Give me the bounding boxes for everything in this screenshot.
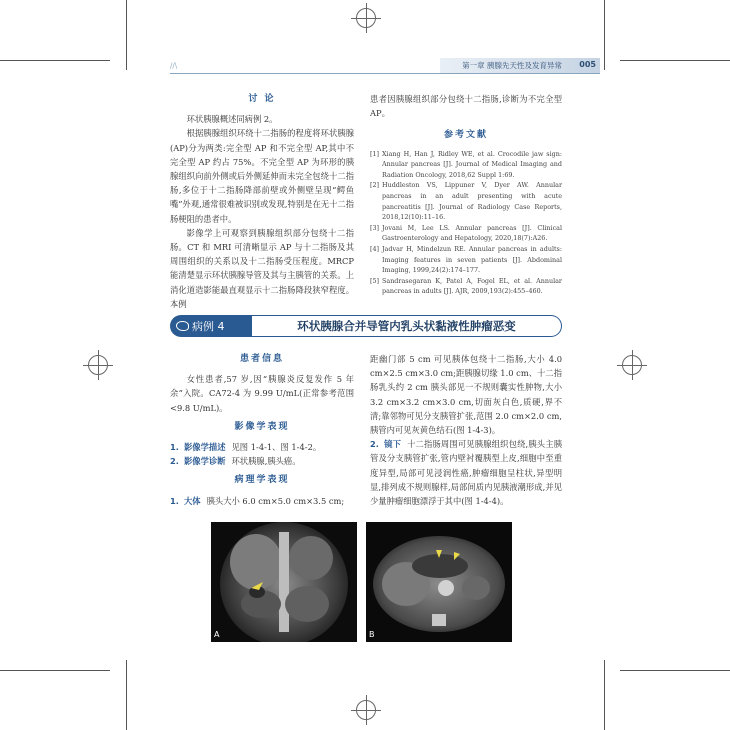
imaging-item: 1. 影像学描述 见图 1-4-1、图 1-4-2。 bbox=[170, 442, 322, 453]
patient-info: 女性患者,57 岁,因“胰腺炎反复发作 5 年余”入院。CA72-4 为 9.99 U/mL(正常参考范围<9.8 U/mL)。 bbox=[170, 374, 354, 413]
discussion-paragraph: 影像学上可观察到胰腺组织部分包绕十二指肠。CT 和 MRI 可清晰显示 AP 与十二指肠及其周围组织的关系以及十二指肠受压程度。MRCP 能清楚显示环状胰腺导管及其与主胰管的关系。上消化道造影能最直观显示十二指肠降段狭窄程度。本例 bbox=[170, 227, 354, 309]
discussion-title: 讨 论 bbox=[248, 94, 276, 104]
pancreas-icon bbox=[176, 321, 189, 331]
pathology-item: 1. 大体 胰头大小 6.0 cm×5.0 cm×3.5 cm; bbox=[170, 495, 345, 506]
running-title: 第一章 胰腺先天性及发育异常 bbox=[462, 61, 562, 70]
crop-mark bbox=[126, 0, 127, 70]
crop-mark bbox=[0, 60, 110, 61]
page-number: 005 bbox=[579, 60, 596, 69]
case-tag bbox=[170, 315, 252, 337]
crop-mark bbox=[620, 670, 730, 671]
discussion-section bbox=[170, 92, 354, 311]
crop-mark bbox=[604, 0, 605, 70]
figure-label: A bbox=[214, 630, 220, 639]
reference-item: [2] Huddleston VS, Lippuner V, Dyer AW. Annular pancreas in an adult presenting with acute pancreatitis [J]. Journal of Radiology Case Reports, 2018,12(10):11–16. bbox=[370, 181, 562, 222]
discussion-continuation: 患者因胰腺组织部分包绕十二指肠,诊断为不完全型 AP。 bbox=[370, 94, 562, 119]
header-ornament: //\ bbox=[170, 62, 178, 70]
reference-item: [1] Xiang H, Han J, Ridley WE, et al. Crocodile jaw sign: Annular pancreas [J]. Journal of Medical Imaging and Radiation Oncology, 2018,62 Suppl 1:69. bbox=[370, 149, 562, 179]
crop-mark bbox=[126, 660, 127, 730]
imaging-item: 2. 影像学诊断 环状胰腺,胰头癌。 bbox=[170, 456, 301, 467]
case-title: 环状胰腺合并导管内乳头状黏液性肿瘤恶变 bbox=[252, 315, 562, 337]
pathology-item: 2. 镜下 十二指肠周围可见胰腺组织包绕,胰头主胰管及分支胰管扩张,管内壁衬覆胰型上皮,细胞中至重度异型,局部可见浸润性癌,肿瘤细胞呈柱状,异型明显,排列成不规则腺样,局部间质内见胰液潮形成,并见少量肿瘤细胞漂浮于其中(图 1-4-4)。 bbox=[370, 439, 562, 507]
crop-mark bbox=[0, 670, 110, 671]
case-tag-label: 病例 4 bbox=[192, 320, 225, 333]
case-left-column bbox=[170, 352, 354, 508]
registration-mark bbox=[356, 700, 376, 720]
discussion-paragraph: 环状胰腺概述同病例 2。 bbox=[186, 114, 278, 125]
reference-item: [4] Jadvar H, Mindelzun RE. Annular pancreas in adults: Imaging features in seven patients [J]. Abdominal Imaging, 1999,24(2):174–177. bbox=[370, 244, 562, 275]
case-right-column bbox=[370, 352, 562, 508]
reference-item: [3] Jovani M, Lee LS. Annular pancreas [J]. Clinical Gastroenterology and Hepatology, 2020,18(7):A26. bbox=[370, 223, 562, 243]
figure-b-ct-axial bbox=[366, 522, 512, 642]
reference-item: [5] Sandrasegaran K, Patel A, Fogel EL, et al. Annular pancreas in adults [J]. AJR, 2009,193(2):455–460. bbox=[370, 276, 562, 296]
registration-mark bbox=[356, 8, 376, 28]
registration-mark bbox=[88, 355, 108, 375]
pathology-title: 病理学表现 bbox=[234, 475, 290, 486]
imaging-title: 影像学表现 bbox=[234, 421, 290, 432]
discussion-continuation-column bbox=[370, 92, 562, 297]
figure-label: B bbox=[369, 630, 375, 639]
figure-a-ct-coronal bbox=[211, 522, 357, 642]
case-banner bbox=[170, 313, 562, 339]
crop-mark bbox=[604, 660, 605, 730]
discussion-paragraph: 根据胰腺组织环绕十二指肠的程度将环状胰腺(AP)分为两类:完全型 AP 和不完全型 AP,其中不完全型 AP 约占 75%。不完全型 AP 为环形的胰腺组织向前外侧或后外侧延伸而未完全包绕十二指肠,多位于十二指肠降部前壁或外侧壁呈现“鳄鱼嘴”外观,通常很难被识别或发现,特别是在无十二指肠梗阻的患者中。 bbox=[170, 128, 354, 224]
ct-coronal-image bbox=[211, 522, 357, 642]
patient-info-title: 患者信息 bbox=[239, 354, 284, 364]
registration-mark bbox=[622, 355, 642, 375]
crop-mark bbox=[620, 60, 730, 61]
running-header bbox=[170, 58, 600, 74]
pathology-gross-continuation: 距幽门部 5 cm 可见胰体包绕十二指肠,大小 4.0 cm×2.5 cm×3.0 cm;距胰腺切缘 1.0 cm、十二指肠乳头约 2 cm 胰头部见一不规则囊实性肿物,大小 3.2 cm×3.2 cm×3.0 cm,切面灰白色,质硬,界不清;靠邻物可见分支胰管扩张,范围 2.0 cm×2.0 cm,胰管内可见灰黄色结石(图 1-4-3)。 bbox=[370, 354, 562, 436]
ct-axial-image bbox=[366, 522, 512, 642]
references-title: 参考文献 bbox=[443, 130, 488, 141]
reference-list bbox=[370, 149, 562, 297]
